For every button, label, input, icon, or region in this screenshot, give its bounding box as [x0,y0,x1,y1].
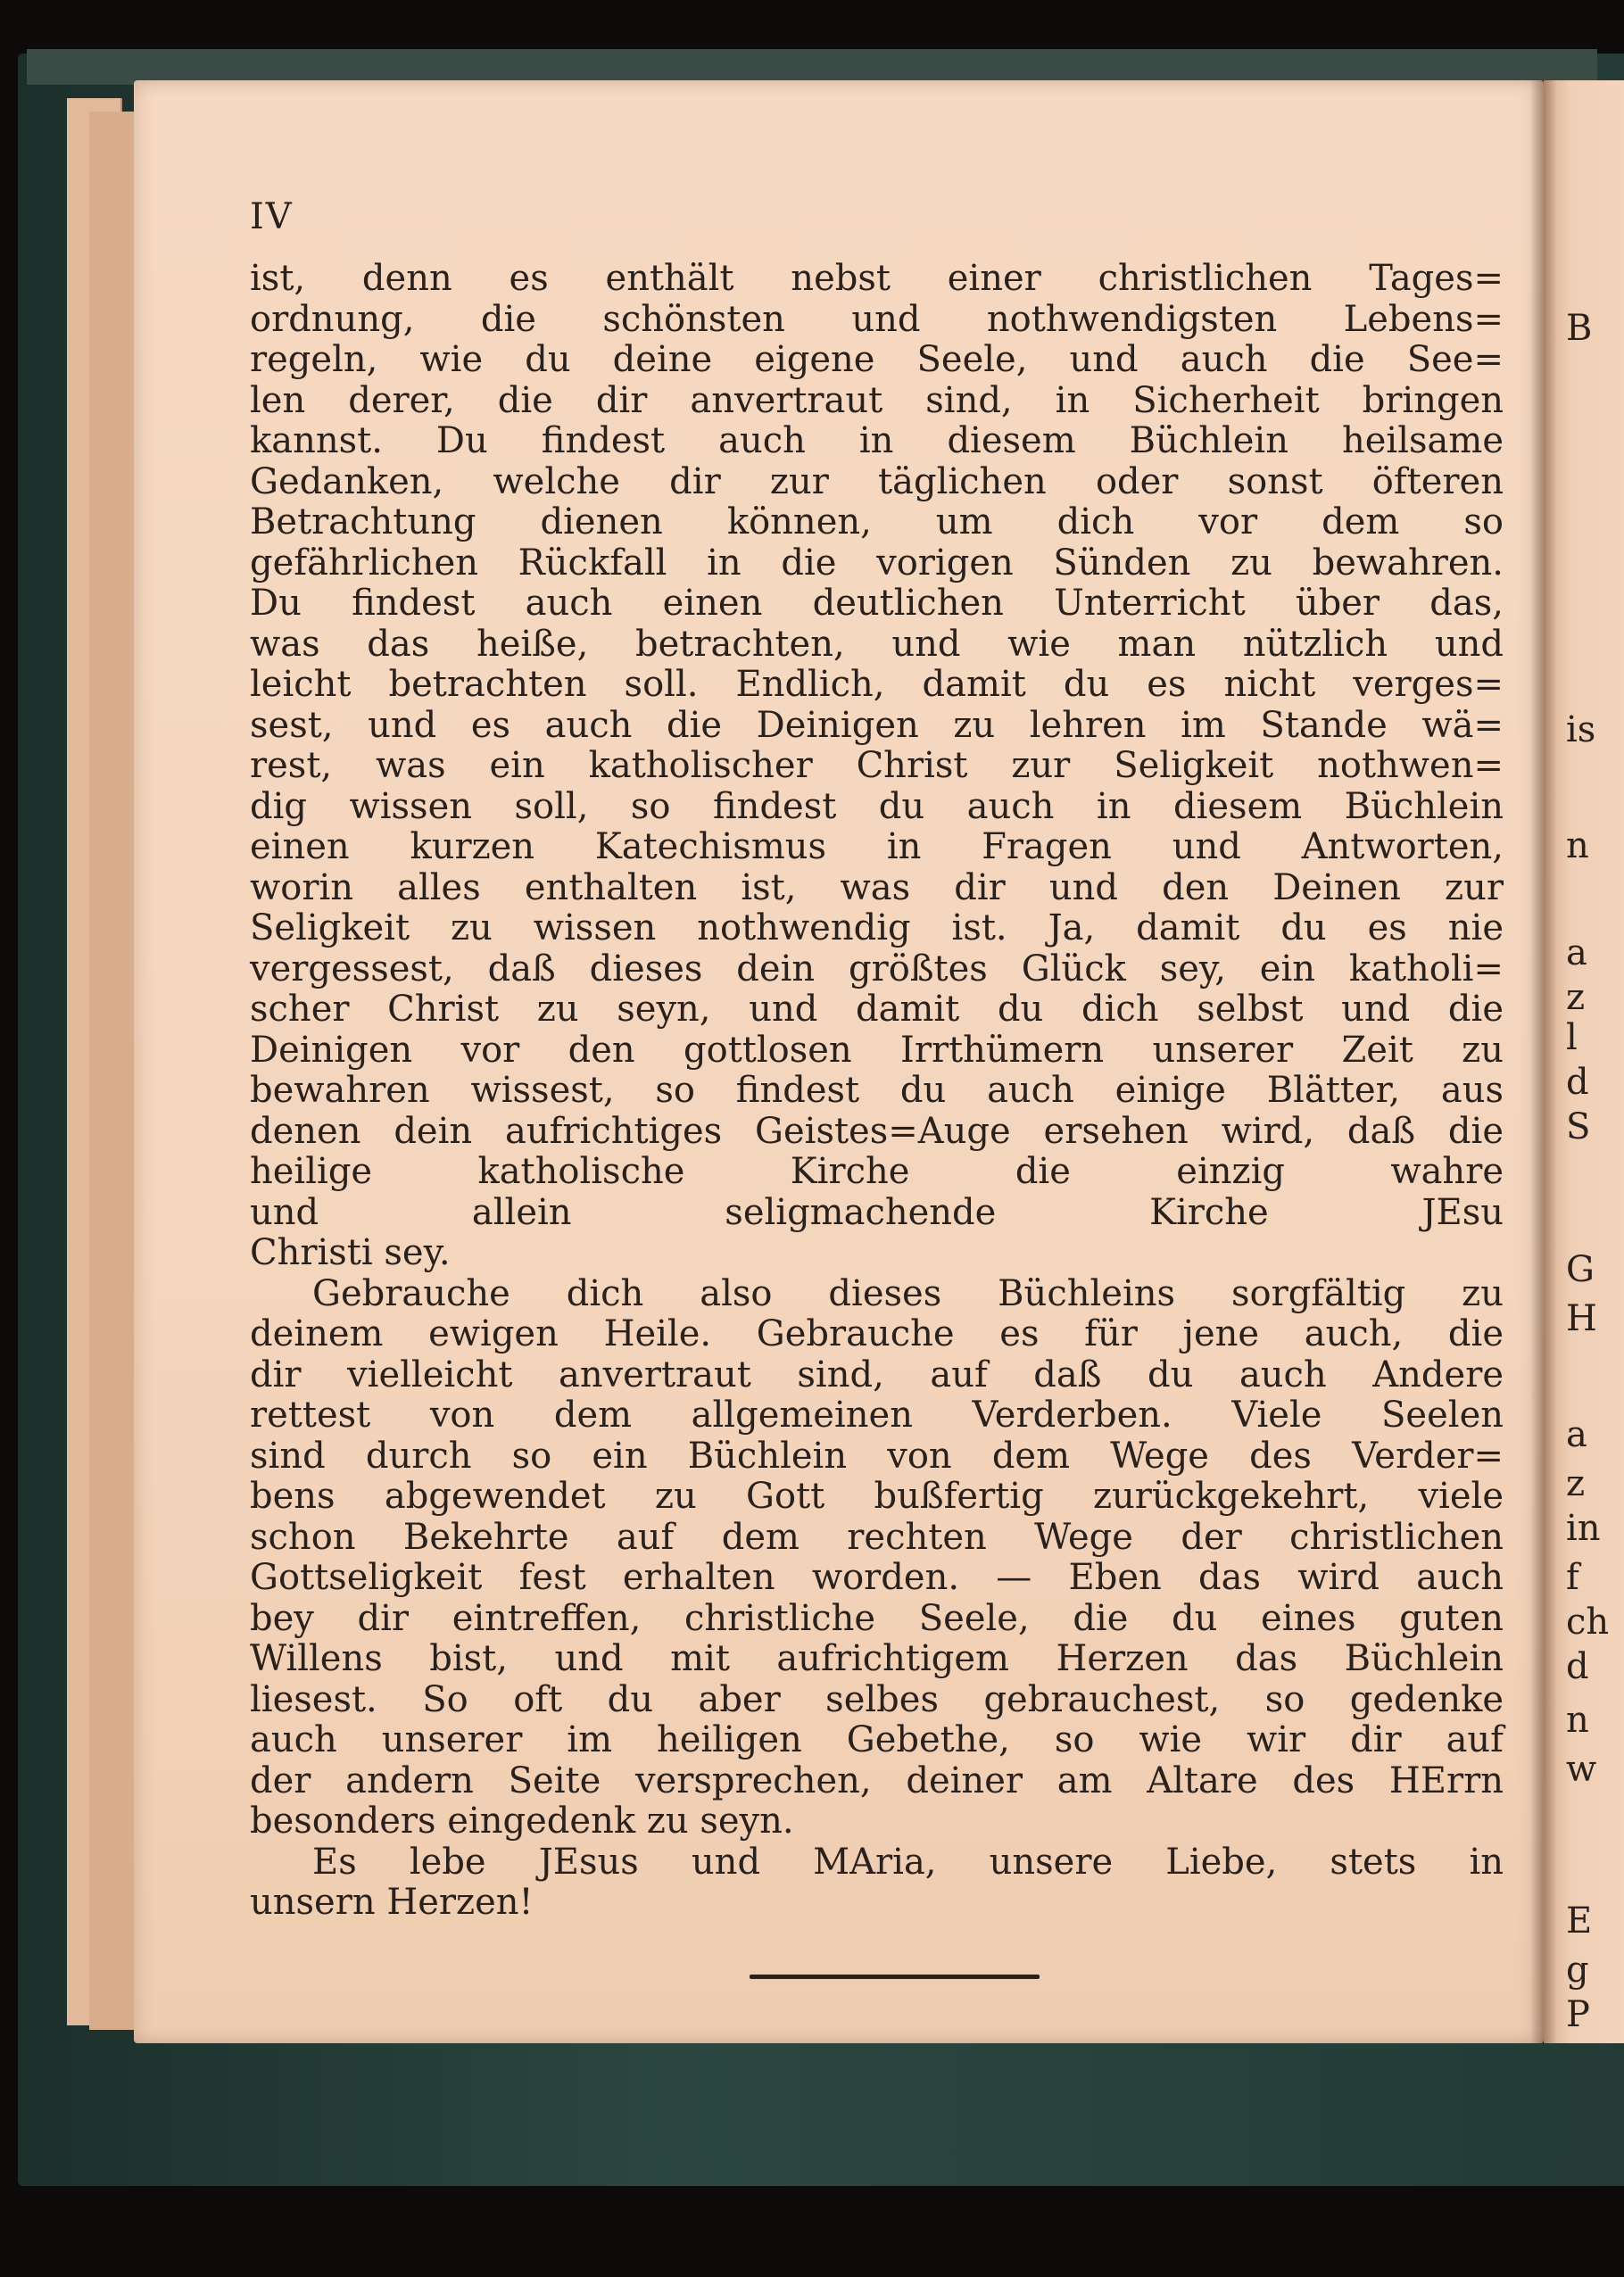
text-line: Gedanken, welche dir zur täglichen oder sonst öfteren [250,460,1504,502]
right-fragment: w [1566,1749,1597,1790]
text-line: Christi sey. [250,1232,451,1273]
text-line: der andern Seite versprechen, deiner am Altare des HErrn [250,1760,1504,1801]
right-fragment: d [1566,1062,1589,1103]
text-line: Es lebe JEsus und MAria, unsere Liebe, stets in [312,1841,1504,1883]
text-line: sind durch so ein Büchlein von dem Wege des Verder= [250,1435,1504,1477]
text-line: was das heiße, betrachten, und wie man nützlich und [250,623,1504,665]
right-fragment: n [1566,1700,1589,1741]
text-line: Gottseligkeit fest erhalten worden. — Eben das wird auch [250,1557,1504,1598]
text-line: bens abgewendet zu Gott bußfertig zurückgekehrt, viele [250,1476,1504,1517]
text-line: und allein seligmachende Kirche JEsu [250,1191,1504,1233]
text-line: worin alles enthalten ist, was dir und den Deinen zur [250,866,1504,908]
text-line: sest, und es auch die Deinigen zu lehren im Stande wä= [250,704,1504,746]
text-line: Du findest auch einen deutlichen Unterricht über das, [250,583,1504,624]
right-fragment: g [1566,1950,1589,1991]
right-fragment: B [1566,308,1593,349]
right-fragment: G [1566,1249,1595,1290]
text-line: auch unserer im heiligen Gebethe, so wie wir dir auf [250,1719,1504,1760]
right-fragment: is [1566,709,1596,750]
end-rule [750,1975,1040,1979]
text-line: Willens bist, und mit aufrichtigem Herzen das Büchlein [250,1638,1504,1679]
right-fragment: z [1566,977,1586,1018]
text-line: leicht betrachten soll. Endlich, damit du es nicht verges= [250,664,1504,705]
text-line: gefährlichen Rückfall in die vorigen Sünden zu bewahren. [250,542,1504,584]
text-line: deinem ewigen Heile. Gebrauche es für jene auch, die [250,1313,1504,1354]
text-line: regeln, wie du deine eigene Seele, und auch die See= [250,339,1504,380]
right-fragment: f [1566,1557,1579,1598]
right-fragment: S [1566,1106,1591,1147]
right-fragment: in [1566,1508,1601,1549]
text-line: heilige katholische Kirche die einzig wahre [250,1151,1504,1192]
page-body-text [250,259,1504,1924]
right-fragment: a [1566,932,1587,973]
text-line: Betrachtung dienen können, um dich vor dem so [250,501,1504,542]
text-line: scher Christ zu seyn, und damit du dich selbst und die [250,989,1504,1030]
right-fragment: l [1566,1017,1578,1058]
text-line: rest, was ein katholischer Christ zur Seligkeit nothwen= [250,745,1504,786]
text-line: rettest von dem allgemeinen Verderben. Viele Seelen [250,1395,1504,1436]
text-line: unsern Herzen! [250,1882,534,1923]
text-line: schon Bekehrte auf dem rechten Wege der christlichen [250,1516,1504,1558]
text-line: len derer, die dir anvertraut sind, in Sicherheit bringen [250,379,1504,421]
text-line: liesest. So oft du aber selbes gebrauchest, so gedenke [250,1678,1504,1720]
right-fragment: ch [1566,1602,1610,1643]
right-fragment: H [1566,1298,1597,1339]
right-fragment: n [1566,825,1589,866]
text-line: ordnung, die schönsten und nothwendigsten Lebens= [250,298,1504,340]
text-line: vergessest, daß dieses dein größtes Glück sey, ein katholi= [250,948,1504,989]
text-line: Gebrauche dich also dieses Büchleins sorgfältig zu [312,1272,1504,1314]
cover-top-edge [27,49,1597,85]
text-line: dig wissen soll, so findest du auch in diesem Büchlein [250,785,1504,827]
right-fragment: E [1566,1900,1593,1942]
right-fragment: a [1566,1414,1587,1455]
text-line: bewahren wissest, so findest du auch einige Blätter, aus [250,1070,1504,1111]
text-line: denen dein aufrichtiges Geistes=Auge ersehen wird, daß die [250,1110,1504,1152]
text-line: besonders eingedenk zu seyn. [250,1801,794,1842]
text-line: Deinigen vor den gottlosen Irrthümern unserer Zeit zu [250,1029,1504,1071]
right-fragment: P [1566,1994,1590,2035]
right-fragment: d [1566,1646,1589,1687]
text-line: Seligkeit zu wissen nothwendig ist. Ja, damit du es nie [250,907,1504,948]
text-line: einen kurzen Katechismus in Fragen und Antworten, [250,826,1504,867]
text-line: bey dir eintreffen, christliche Seele, die du eines guten [250,1597,1504,1639]
page-gutter [1530,80,1557,2043]
page-number: IV [250,196,294,237]
text-line: ist, denn es enthält nebst einer christlichen Tages= [250,258,1504,299]
right-fragment: z [1566,1463,1586,1504]
text-line: dir vielleicht anvertraut sind, auf daß du auch Andere [250,1354,1504,1395]
text-line: kannst. Du findest auch in diesem Büchlein heilsame [250,420,1504,461]
